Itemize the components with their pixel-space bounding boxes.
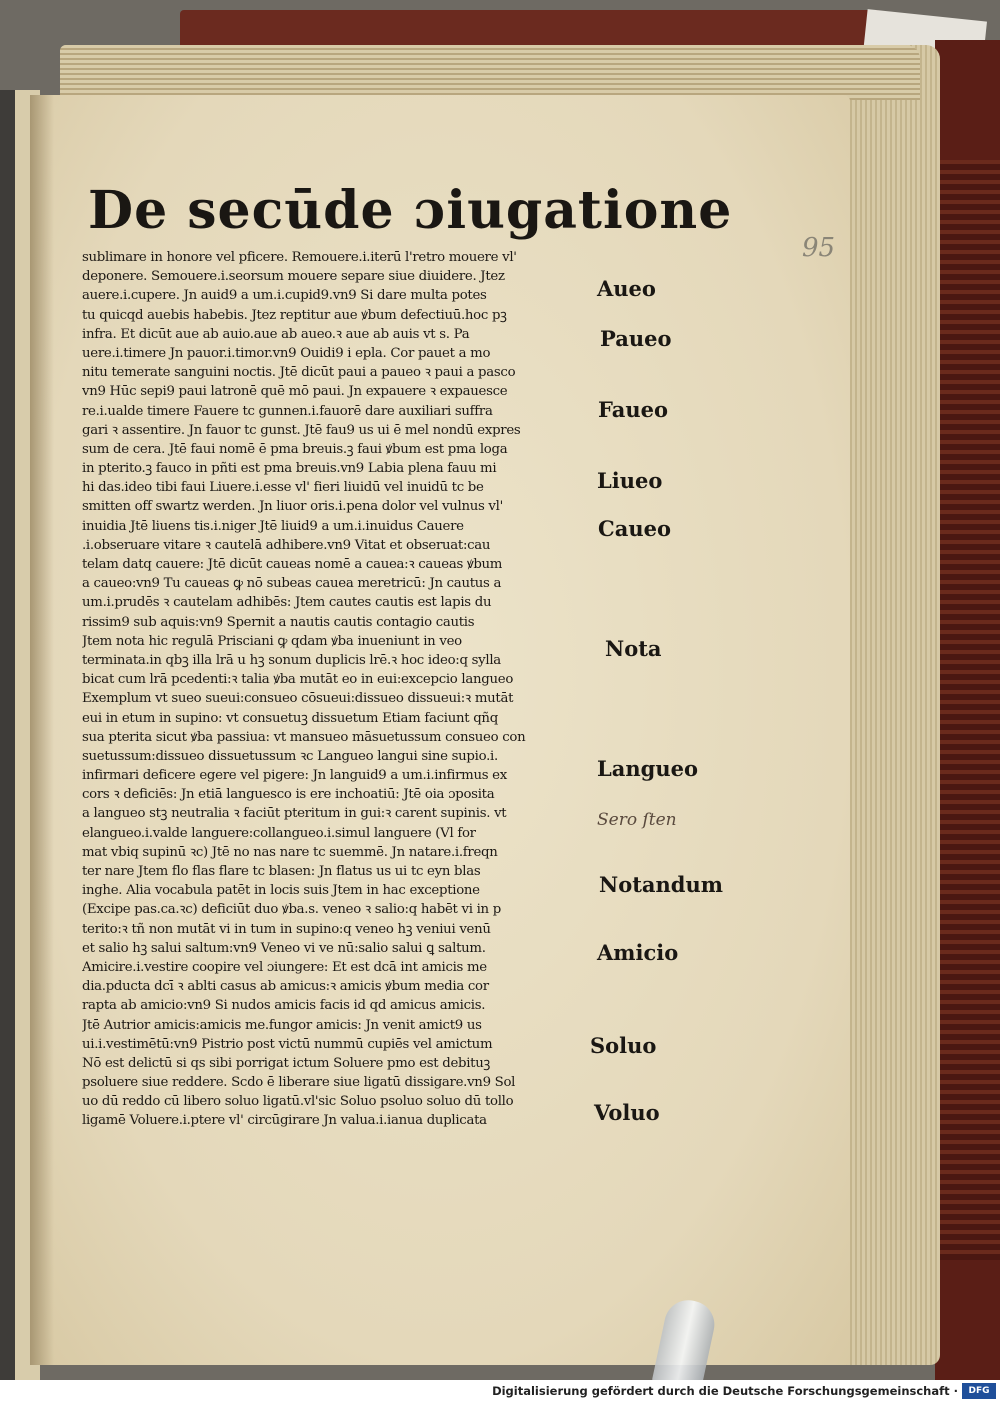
text-line: a langueo stꝫ neutralia ꝛ faciūt pteritum in gui:ꝛ carent supinis. vt: [82, 806, 507, 822]
text-line: re.i.ualde timere Fauere tc gunnen.i.fauorē dare auxiliari suffra: [82, 403, 493, 419]
footer-bar: [0, 1380, 1000, 1403]
text-line: ter nare Jtem flo flas flare tc blasen: Jn flatus us ui tc eyn blas: [82, 864, 481, 879]
page-gutter: [30, 95, 54, 1365]
text-line: Jtē Autrior amicis:amicis me.fungor amicis: Jn venit amict9 us: [82, 1017, 482, 1033]
folio-number: 95: [802, 233, 836, 263]
text-line: ligamē Voluere.i.ptere vl' circūgirare Jn valua.i.ianua duplicata: [82, 1113, 487, 1129]
text-line: .i.obseruare vitare ꝛ cautelā adhibere.vn9 Vitat et obseruat:cau: [82, 537, 491, 553]
text-line: sum de cera. Jtē faui nomē ē pma breuis.ꝫ faui ꝟbum est pma loga: [82, 441, 508, 457]
text-line: Amicire.i.vestire coopire vel ɔiungere: Et est dcā int amicis me: [82, 959, 487, 975]
text-line: (Excipe pas.ca.ꝛc) deficiūt duo ꝟba.s. veneo ꝛ salio:q habēt vi in p: [82, 902, 501, 918]
text-line: Exemplum vt sueo sueui:consueo cōsueui:dissueo dissueui:ꝛ mutāt: [82, 691, 514, 707]
text-line: smitten off swartz werden. Jn liuor oris.i.pena dolor vel vulnus vl': [82, 499, 503, 515]
margin-note: Soluo: [590, 1033, 657, 1058]
text-line: hi das.ideo tibi faui Liuere.i.esse vl' fieri liuidū vel inuidū tc be: [82, 480, 484, 496]
book-cover-top: [180, 10, 880, 50]
text-line: deponere. Semouere.i.seorsum mouere separe siue diuidere. Jtez: [82, 269, 505, 285]
margin-note: Liueo: [597, 468, 663, 493]
margin-note: Amicio: [597, 940, 679, 965]
margin-note: Sero ſten: [597, 810, 677, 830]
text-line: terminata.in qbꝫ illa lrā u hꝫ sonum duplicis lrē.ꝛ hoc ideo:q sylla: [82, 652, 501, 668]
footer-credit: Digitalisierung gefördert durch die Deutsche Forschungsgemeinschaft ·: [492, 1384, 958, 1398]
text-line: auere.i.cupere. Jn auid9 a um.i.cupid9.vn9 Si dare multa potes: [82, 288, 487, 304]
margin-note: Caueo: [598, 516, 671, 541]
text-line: infra. Et dicūt aue ab auio.aue ab aueo.ꝛ aue ab auis vt s. Pa: [82, 326, 470, 342]
text-line: telam datq cauere: Jtē dicūt caueas nomē a cauea:ꝛ caueas ꝟbum: [82, 557, 503, 572]
text-line: terito:ꝛ tñ non mutāt vi in tum in supino:q veneo hꝫ veniui venū: [82, 921, 491, 937]
text-line: et salio hꝫ salui saltum:vn9 Veneo vi ve nū:salio salui ꝗ saltum.: [82, 940, 486, 956]
text-line: uo dū reddo cū libero soluo ligatū.vl'sic Soluo psoluo soluo dū tollo: [82, 1094, 514, 1110]
text-line: suetussum:dissueo dissuetussum ꝛc Langueo langui sine supio.i.: [82, 748, 498, 764]
text-line: dia.pducta dcī ꝛ ablti casus ab amicus:ꝛ amicis ꝟbum media cor: [82, 979, 489, 995]
margin-note: Voluo: [594, 1100, 660, 1125]
margin-note: Faueo: [598, 397, 669, 422]
text-line: vn9 Hūc sepi9 paui latronē quē mō paui. Jn expauere ꝛ expauesce: [82, 384, 508, 400]
body-text: [82, 248, 597, 1131]
page-stack-top: [60, 45, 920, 100]
text-line: elangueo.i.valde languere:collangueo.i.simul languere (Vl for: [82, 825, 476, 841]
text-line: Nō est delictū si qs sibi porrigat ictum Soluere pmo est debituꝫ: [82, 1055, 490, 1071]
text-line: sublimare in honore vel pficere. Remouere.i.iterū l'retro mouere vl': [82, 250, 517, 265]
text-line: cors ꝛ deficiēs: Jn etiā languesco is ere inchoatiū: Jtē oia ɔposita: [82, 787, 495, 803]
margin-note: Notandum: [599, 872, 723, 897]
text-line: mat vbiq supinū ꝛc) Jtē no nas nare tc suemmē. Jn natare.i.freqn: [82, 844, 498, 860]
margin-note: Aueo: [597, 276, 656, 301]
text-line: rissim9 sub aquis:vn9 Spernit a nautis cautis contagio cautis: [82, 614, 475, 630]
text-line: inghe. Alia vocabula patēt in locis suis Jtem in hac exceptione: [82, 883, 480, 899]
text-line: eui in etum in supino: vt consuetuꝫ dissuetum Etiam faciunt qñq: [82, 710, 498, 726]
text-line: tu quicqd auebis habebis. Jtez reptitur aue ꝟbum defectiuū.hoc pꝫ: [82, 307, 507, 323]
text-line: rapta ab amicio:vn9 Si nudos amicis facis id qd amicus amicis.: [82, 998, 486, 1014]
margin-note: Paueo: [600, 326, 672, 351]
text-line: in pterito.ꝫ fauco in pñti est pma breuis.vn9 Labia plena fauu mi: [82, 461, 497, 477]
text-line: gari ꝛ assentire. Jn fauor tc gunst. Jtē fau9 us ui ē mel nondū expres: [82, 422, 521, 438]
dfg-logo: DFG: [962, 1383, 996, 1399]
text-line: inuidia Jtē liuens tis.i.niger Jtē liuid9 a um.i.inuidus Cauere: [82, 518, 464, 534]
margin-note: Nota: [605, 636, 662, 661]
text-line: um.i.prudēs ꝛ cautelam adhibēs: Jtem cautes cautis est lapis du: [82, 595, 492, 611]
facing-page-shadow: [0, 90, 15, 1380]
text-line: a caueo:vn9 Tu caueas ꝙ nō subeas cauea meretricū: Jn cautus a: [82, 576, 502, 592]
page-title: De secūde ɔiugatione: [88, 180, 733, 241]
text-line: uere.i.timere Jn pauor.i.timor.vn9 Ouidi9 i epla. Cor pauet a mo: [82, 345, 491, 361]
text-line: nitu temerate sanguini noctis. Jtē dicūt paui a paueo ꝛ paui a pasco: [82, 365, 516, 381]
cover-marbling: [940, 160, 1000, 1260]
text-line: sua pterita sicut ꝟba passiua: vt mansueo māsuetussum consueo con: [82, 729, 526, 745]
margin-note: Langueo: [597, 756, 698, 781]
text-line: infirmari deficere egere vel pigere: Jn languid9 a um.i.infirmus ex: [82, 768, 507, 784]
text-line: ui.i.vestimētū:vn9 Pistrio post victū nummū cupiēs vel amictum: [82, 1036, 493, 1052]
text-line: psoluere siue reddere. Scdo ē liberare siue ligatū dissigare.vn9 Sol: [82, 1075, 516, 1091]
text-line: Jtem nota hic regulā Prisciani ꝙ qdam ꝟba inueniunt in veo: [82, 633, 462, 649]
text-line: bicat cum lrā pcedenti:ꝛ talia ꝟba mutāt eo in eui:excepcio langueo: [82, 672, 514, 688]
